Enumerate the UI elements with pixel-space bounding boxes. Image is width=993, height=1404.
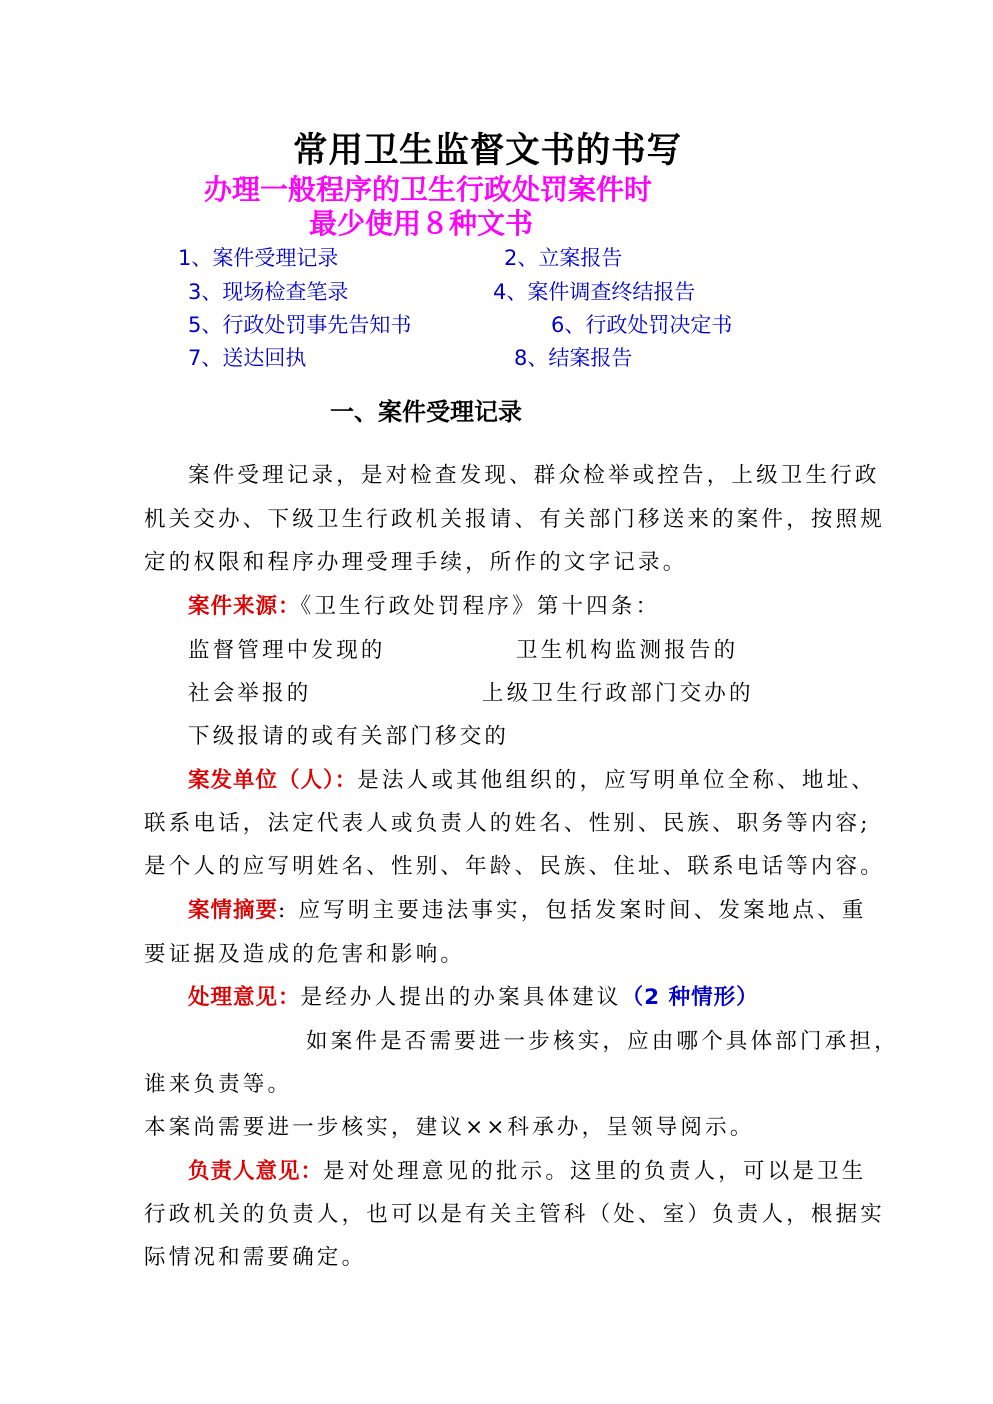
case-source-item: 卫生机构监测报告的: [516, 638, 739, 663]
case-source-item: 社会举报的: [188, 681, 312, 706]
case-source-item: 下级报请的或有关部门移交的: [188, 724, 510, 749]
unit-line-3: 是个人的应写明姓名、性别、年龄、民族、住址、联系电话等内容。: [144, 854, 886, 879]
toc-item-5: 5、行政处罚事先告知书: [188, 313, 412, 337]
opinion-note: （2 种情形）: [621, 985, 759, 1010]
opinion-text: 是经办人提出的办案具体建议: [300, 985, 622, 1010]
opinion-line-4: 本案尚需要进一步核实，建议××科承办，呈领导阅示。: [144, 1115, 755, 1140]
unit-label: 案发单位（人）：: [188, 768, 358, 793]
toc-item-2: 2、立案报告: [504, 246, 623, 270]
opinion-line-1: [188, 983, 759, 1013]
unit-text-1: 是法人或其他组织的，应写明单位全称、地址、: [357, 768, 876, 793]
subtitle-line-1: 办理一般程序的卫生行政处罚案件时: [204, 173, 653, 206]
summary-line-2: 要证据及造成的危害和影响。: [144, 942, 466, 967]
case-source-text: 《卫生行政处罚程序》第十四条：: [300, 594, 661, 619]
toc-item-1: 1、案件受理记录: [178, 246, 339, 270]
opinion-line-2: 如案件是否需要进一步核实，应由哪个具体部门承担，: [306, 1029, 899, 1054]
summary-label: 案情摘要: [188, 898, 279, 923]
summary-line-1: [188, 896, 867, 926]
toc-item-8: 8、结案报告: [514, 346, 633, 370]
opinion-label: 处理意见：: [188, 985, 301, 1010]
toc-item-4: 4、案件调查终结报告: [493, 280, 696, 304]
case-source-line: [188, 592, 660, 622]
unit-line-2: 联系电话，法定代表人或负责人的姓名、性别、民族、职务等内容;: [144, 811, 871, 836]
intro-line-1: 案件受理记录，是对检查发现、群众检举或控告，上级卫生行政: [188, 463, 880, 488]
toc-item-3: 3、现场检查笔录: [188, 280, 349, 304]
intro-line-2: 机关交办、下级卫生行政机关报请、有关部门移送来的案件，按照规: [144, 507, 886, 532]
toc-item-7: 7、送达回执: [188, 346, 307, 370]
case-source-item: 上级卫生行政部门交办的: [482, 681, 754, 706]
toc-item-6: 6、行政处罚决定书: [551, 313, 733, 337]
leader-text-1: 是对处理意见的批示。这里的负责人，可以是卫生: [323, 1159, 867, 1184]
leader-line-3: 际情况和需要确定。: [144, 1245, 367, 1270]
leader-label: 负责人意见：: [188, 1159, 324, 1184]
unit-line-1: [188, 766, 876, 796]
leader-line-2: 行政机关的负责人，也可以是有关主管科（处、室）负责人，根据实: [144, 1202, 886, 1227]
summary-text-1: : 应写明主要违法事实，包括发案时间、发案地点、重: [278, 898, 867, 923]
case-source-item: 监督管理中发现的: [188, 638, 386, 663]
opinion-line-3: 谁来负责等。: [144, 1072, 293, 1097]
intro-line-3: 定的权限和程序办理受理手续，所作的文字记录。: [144, 550, 688, 575]
case-source-label: 案件来源：: [188, 594, 301, 619]
section-heading: 一、案件受理记录: [330, 398, 522, 426]
leader-line-1: [188, 1157, 866, 1187]
document-title: 常用卫生监督文书的书写: [293, 131, 682, 171]
subtitle-line-2: 最少使用８种文书: [309, 207, 534, 240]
